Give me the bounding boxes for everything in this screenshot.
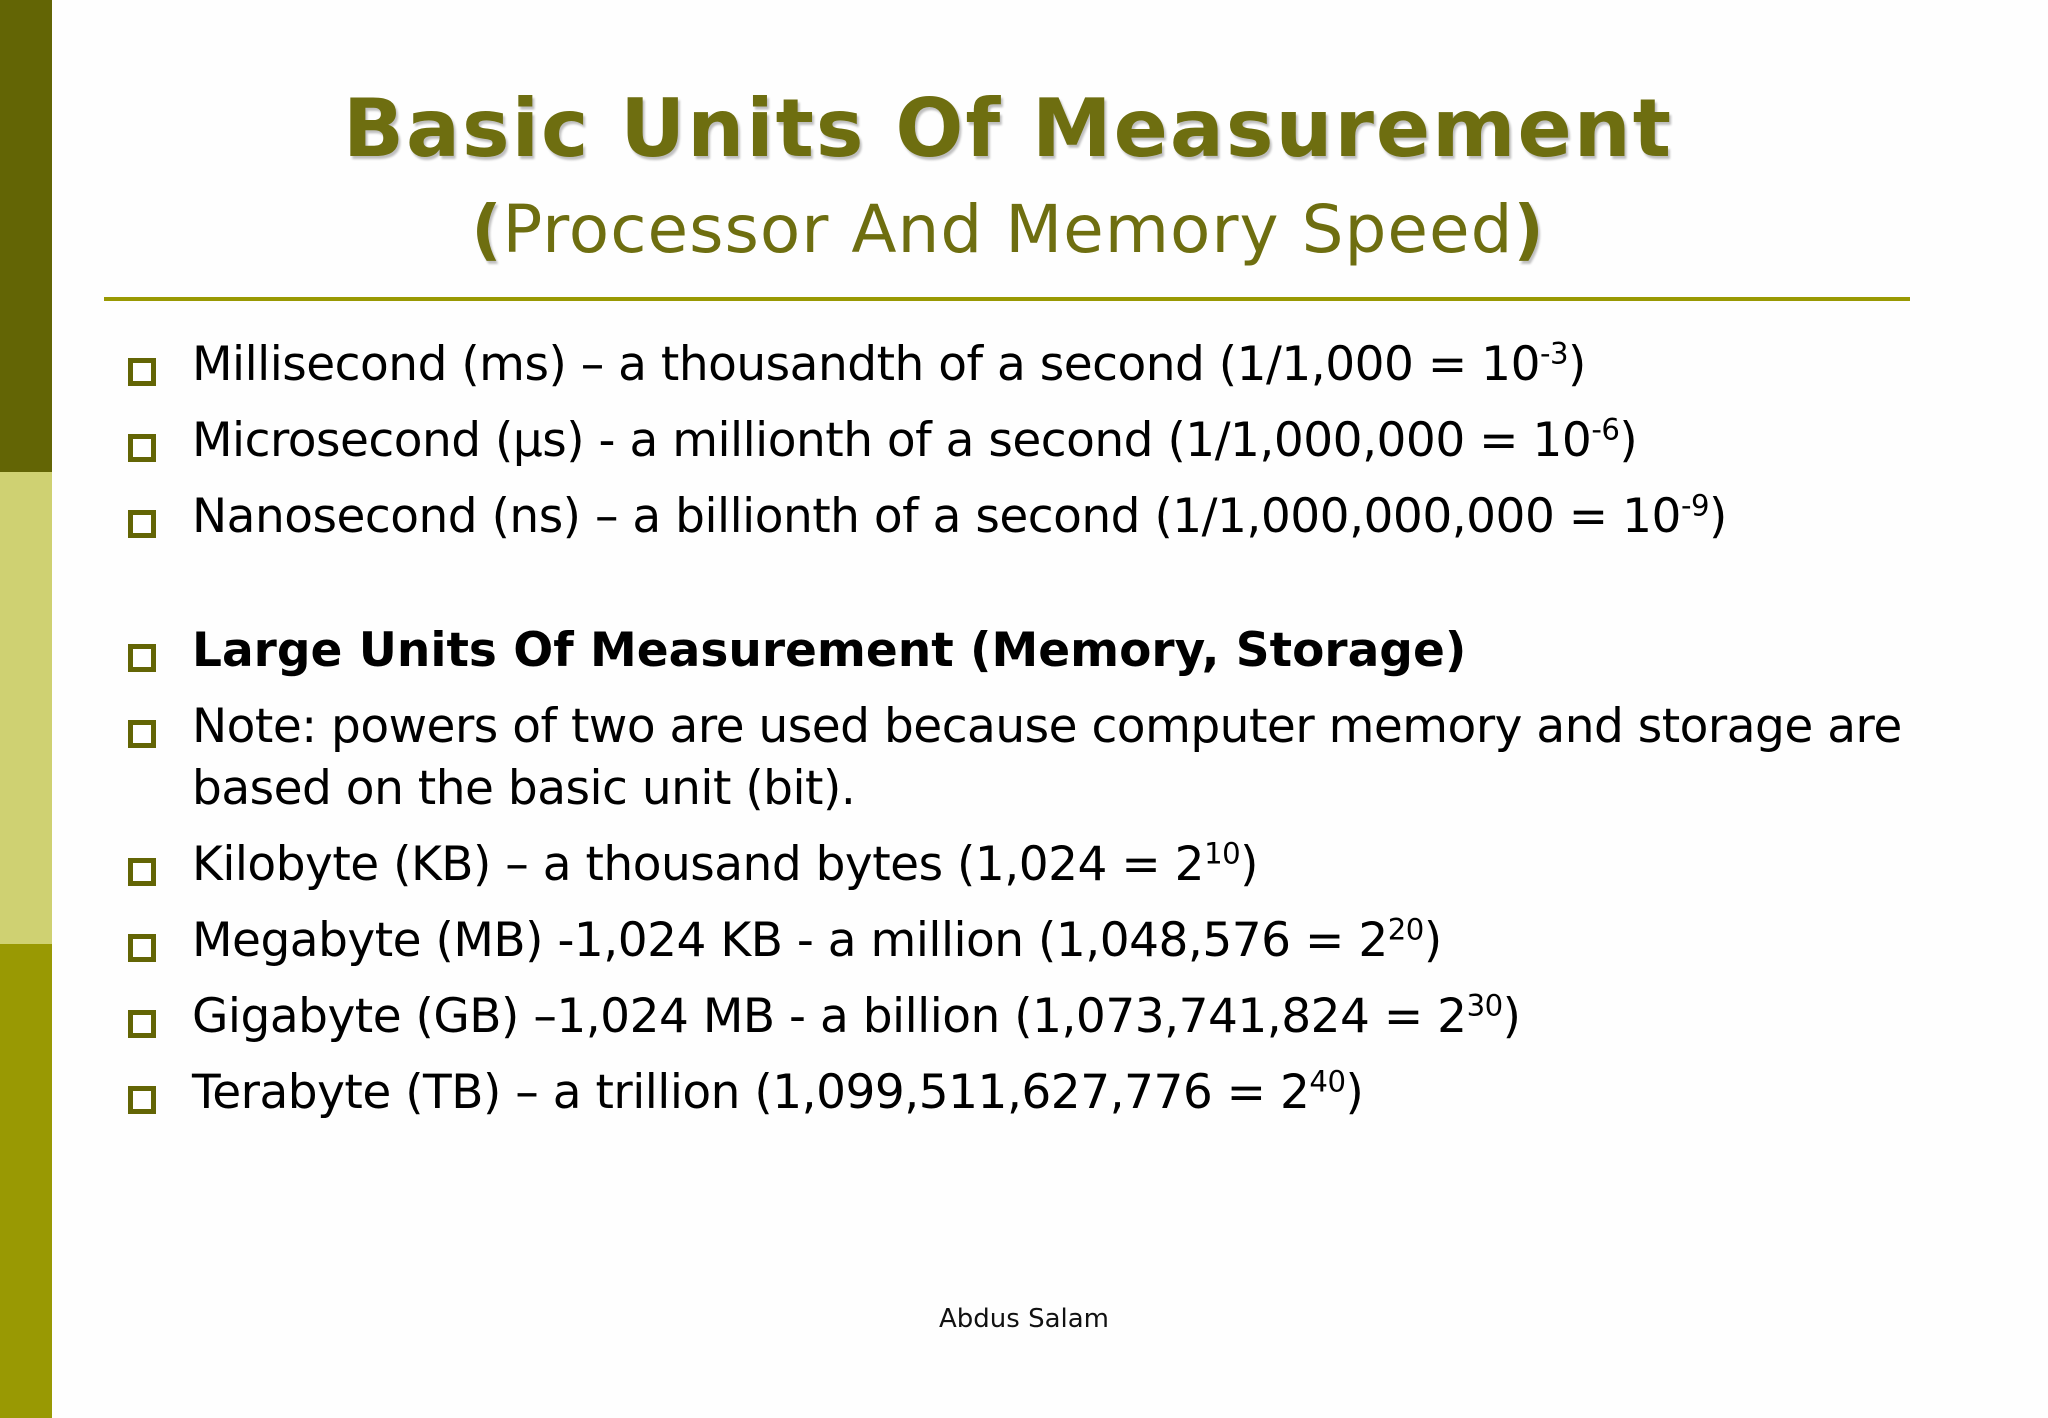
bullet-millisecond	[124, 334, 1914, 396]
bullet-text: Large Units Of Measurement (Memory, Storage)	[192, 623, 1467, 678]
square-bullet-icon	[128, 644, 156, 672]
bullet-tail: )	[1619, 413, 1638, 468]
side-bar-segment-dark	[0, 0, 52, 472]
square-bullet-icon	[128, 510, 156, 538]
bullet-exponent: 40	[1309, 1064, 1346, 1099]
bullet-text: Millisecond (ms) – a thousandth of a second (1/1,000 = 10	[192, 337, 1540, 392]
bullet-tail: )	[1568, 337, 1586, 392]
square-bullet-icon	[128, 1086, 156, 1114]
bullet-tail: )	[1423, 913, 1442, 968]
bullet-tail: )	[1345, 1065, 1364, 1120]
footer-author: Abdus Salam	[938, 1304, 1109, 1334]
bullet-text: Kilobyte (KB) – a thousand bytes (1,024 = 2	[192, 837, 1205, 892]
bullet-text: Terabyte (TB) – a trillion (1,099,511,627,776 = 2	[192, 1065, 1310, 1120]
subtitle-close-paren: )	[1513, 191, 1545, 268]
bullet-tail: )	[1708, 489, 1727, 544]
title-divider	[104, 297, 1910, 301]
bullet-list	[124, 334, 1914, 1138]
square-bullet-icon	[128, 1010, 156, 1038]
square-bullet-icon	[128, 720, 156, 748]
bullet-exponent: -3	[1539, 336, 1569, 371]
bullet-text: Gigabyte (GB) –1,024 MB - a billion (1,073,741,824 = 2	[192, 989, 1467, 1044]
square-bullet-icon	[128, 934, 156, 962]
bullet-tail: )	[1502, 989, 1521, 1044]
side-accent-bar	[0, 0, 52, 1418]
square-bullet-icon	[128, 858, 156, 886]
side-bar-segment-light	[0, 472, 52, 944]
bullet-text: Nanosecond (ns) – a billionth of a second (1/1,000,000,000 = 10	[192, 489, 1681, 544]
bullet-text: Note: powers of two are used because computer memory and storage are based on the basic unit (bit).	[192, 699, 1902, 816]
bullet-large-units-heading	[124, 620, 1914, 682]
bullet-note	[124, 696, 1914, 820]
bullet-exponent: -6	[1591, 412, 1620, 447]
bullet-megabyte	[124, 910, 1914, 972]
bullet-gigabyte	[124, 986, 1914, 1048]
bullet-text: Megabyte (MB) -1,024 KB - a million (1,048,576 = 2	[192, 913, 1388, 968]
slide-subtitle	[104, 180, 1912, 280]
square-bullet-icon	[128, 434, 156, 462]
subtitle-text: Processor And Memory Speed	[502, 191, 1514, 268]
bullet-text: Microsecond (µs) - a millionth of a second (1/1,000,000 = 10	[192, 413, 1592, 468]
slide-title: Basic Units Of Measurement	[343, 82, 1673, 175]
bullet-nanosecond	[124, 486, 1914, 548]
subtitle-open-paren: (	[471, 191, 503, 268]
bullet-tail: )	[1240, 837, 1258, 892]
bullet-exponent: 20	[1387, 912, 1424, 947]
bullet-exponent: 30	[1466, 988, 1503, 1023]
slide-title-block	[104, 78, 1912, 280]
bullet-kilobyte	[124, 834, 1914, 896]
bullet-microsecond	[124, 410, 1914, 472]
bullet-exponent: 10	[1204, 836, 1241, 871]
side-bar-segment-mid	[0, 944, 52, 1418]
square-bullet-icon	[128, 358, 156, 386]
bullet-exponent: -9	[1680, 488, 1709, 523]
bullet-terabyte	[124, 1062, 1914, 1124]
